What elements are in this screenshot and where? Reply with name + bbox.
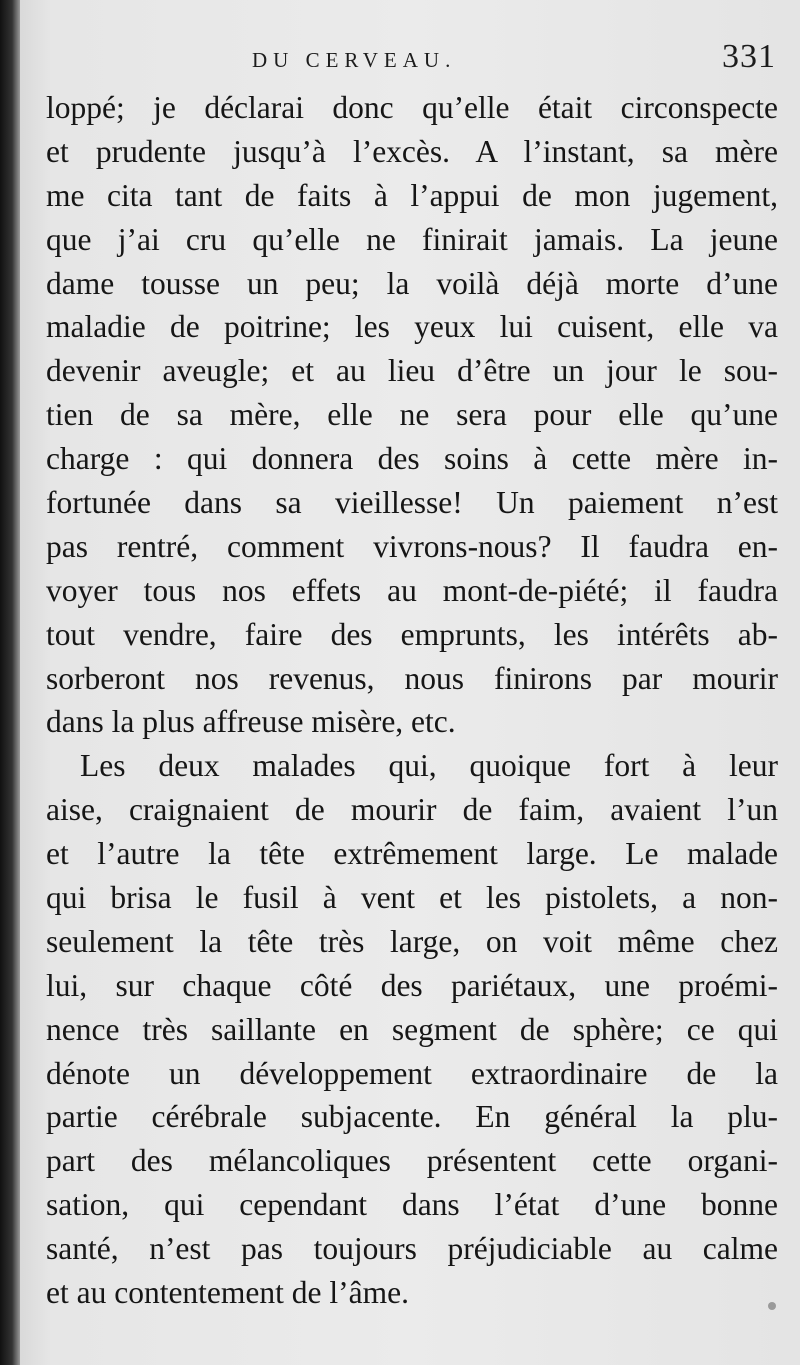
text-line: nence très saillante en segment de sphère; ce qui xyxy=(46,1011,778,1047)
book-page xyxy=(20,0,800,1365)
text-line: qui brisa le fusil à vent et les pistolets, a non- xyxy=(46,880,778,916)
page-number: 331 xyxy=(722,38,776,75)
text-line: tien de sa mère, elle ne sera pour elle qu’une xyxy=(46,397,778,433)
paragraph-2 xyxy=(46,744,778,1315)
text-line: devenir aveugle; et au lieu d’être un jour le sou- xyxy=(46,353,778,389)
text-line: loppé; je déclarai donc qu’elle était circonspecte xyxy=(46,90,778,125)
text-line: maladie de poitrine; les yeux lui cuisent, elle va xyxy=(46,309,778,345)
text-line: tout vendre, faire des emprunts, les intérêts ab- xyxy=(46,616,778,652)
text-line: et prudente jusqu’à l’excès. A l’instant, sa mère xyxy=(46,133,778,169)
text-line: fortunée dans sa vieillesse! Un paiement n’est xyxy=(46,485,778,521)
paper-spot xyxy=(768,1302,776,1310)
text-line: aise, craignaient de mourir de faim, avaient l’un xyxy=(46,792,778,828)
text-line: charge : qui donnera des soins à cette mère in- xyxy=(46,441,778,477)
text-line: sation, qui cependant dans l’état d’une bonne xyxy=(46,1187,778,1223)
body-text xyxy=(46,86,778,1315)
text-line: que j’ai cru qu’elle ne finirait jamais. La jeune xyxy=(46,221,778,257)
running-title: DU CERVEAU. xyxy=(252,48,457,72)
text-line: voyer tous nos effets au mont-de-piété; il faudra xyxy=(46,572,778,608)
page-edge-shadow xyxy=(0,0,20,1365)
text-line: partie cérébrale subjacente. En général la plu- xyxy=(46,1099,778,1135)
text-line: seulement la tête très large, on voit même chez xyxy=(46,923,778,959)
text-line: dénote un développement extraordinaire de la xyxy=(46,1055,778,1091)
text-line: dame tousse un peu; la voilà déjà morte d’une xyxy=(46,265,778,301)
text-line: et au contentement de l’âme. xyxy=(46,1275,409,1311)
text-line: pas rentré, comment vivrons-nous? Il faudra en- xyxy=(46,528,778,564)
text-line: lui, sur chaque côté des pariétaux, une proémi- xyxy=(46,967,778,1003)
text-line: Les deux malades qui, quoique fort à leur xyxy=(80,748,778,784)
text-line: dans la plus affreuse misère, etc. xyxy=(46,704,456,740)
paragraph-1 xyxy=(46,86,778,744)
text-line: me cita tant de faits à l’appui de mon jugement, xyxy=(46,177,778,213)
text-line: sorberont nos revenus, nous finirons par mourir xyxy=(46,660,778,696)
text-line: et l’autre la tête extrêmement large. Le malade xyxy=(46,836,778,872)
text-line: santé, n’est pas toujours préjudiciable au calme xyxy=(46,1231,778,1267)
text-line: part des mélancoliques présentent cette organi- xyxy=(46,1143,778,1179)
running-head xyxy=(20,38,800,84)
